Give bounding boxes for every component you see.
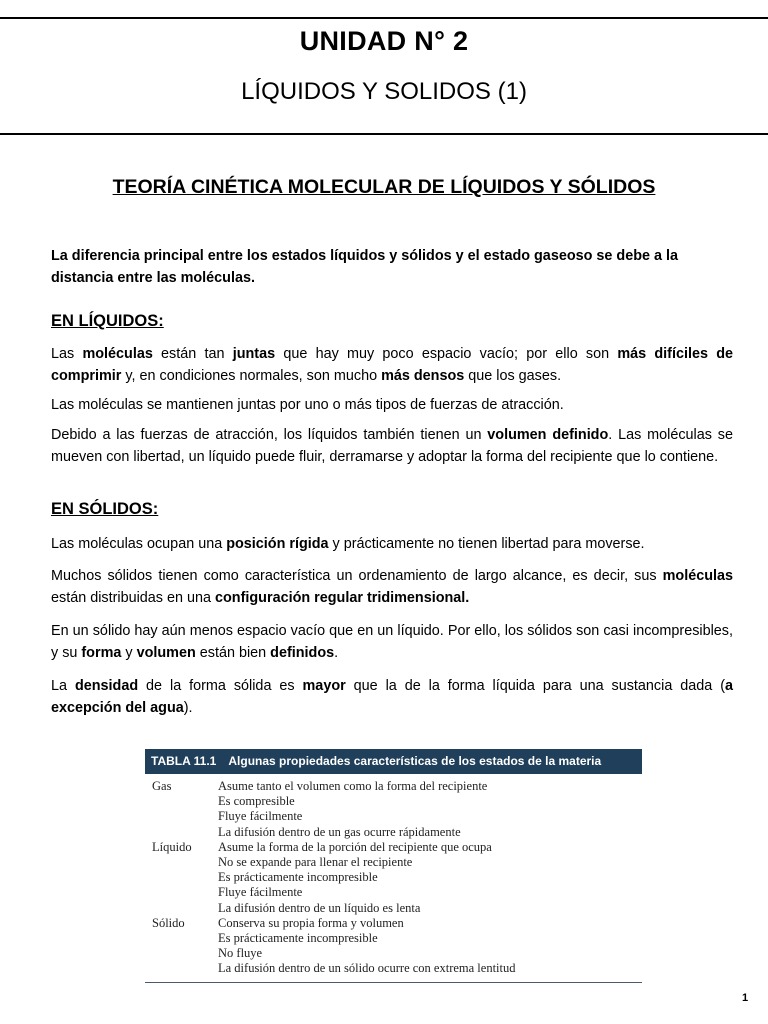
top-rule (0, 17, 768, 19)
table-row (145, 840, 642, 855)
table-row (145, 825, 642, 840)
text-run: que hay muy poco espacio vacío; por ello son (275, 346, 618, 362)
table-property-cell: Asume la forma de la porción del recipiente que ocupa (218, 839, 492, 854)
liquids-heading: EN LÍQUIDOS: (51, 312, 164, 330)
text-run: Las (51, 346, 83, 362)
bold-text-run: moléculas (662, 568, 733, 584)
bold-text-run: juntas (232, 346, 276, 362)
table-property-cell: Conserva su propia forma y volumen (218, 915, 404, 930)
table-row (145, 916, 642, 931)
bold-text-run: volumen definido (487, 427, 609, 443)
table-row (145, 794, 642, 809)
bold-text-run: configuración regular tridimensional. (215, 590, 470, 606)
bold-text-run: a excepción del agua (51, 678, 734, 716)
table-state-cell: Líquido (152, 839, 192, 854)
text-run: están bien (195, 645, 271, 661)
table-row (145, 901, 642, 916)
states-table (145, 749, 642, 983)
text-run: están distribuidas en una (51, 590, 216, 606)
text-run: y prácticamente no tienen libertad para moverse. (328, 536, 645, 552)
table-property-cell: Es prácticamente incompresible (218, 870, 378, 885)
bold-text-run: definidos (270, 645, 335, 661)
text-run: y, en condiciones normales, son mucho (121, 368, 382, 384)
table-property-cell: Fluye fácilmente (218, 809, 303, 824)
table-row (145, 855, 642, 870)
solids-paragraph-3 (51, 620, 733, 664)
table-property-cell: La difusión dentro de un líquido es lenta (218, 900, 421, 915)
table-row (145, 779, 642, 794)
section-title: TEORÍA CINÉTICA MOLECULAR DE LÍQUIDOS Y SÓLIDOS (112, 176, 656, 198)
text-run: . Las moléculas se mueven con libertad, un líquido puede fluir, derramarse y adoptar la forma del recipiente que lo contiene. (51, 427, 734, 465)
liquids-paragraph-1 (51, 343, 733, 387)
solids-paragraph-4 (51, 675, 733, 719)
table-row (145, 885, 642, 900)
table-title: Algunas propiedades características de los estados de la materia (228, 754, 602, 768)
text-run: que la de la forma líquida para una sustancia dada ( (345, 678, 725, 694)
solids-paragraph-2 (51, 565, 733, 609)
liquids-paragraph-3 (51, 424, 733, 468)
text-run: En un sólido hay aún menos espacio vacío que en un líquido. Por ello, los sólidos son casi incompresibles, y su (51, 623, 733, 661)
table-state-cell: Sólido (152, 915, 185, 930)
text-run: Las moléculas ocupan una (51, 536, 227, 552)
text-run: ). (183, 700, 193, 716)
table-property-cell: Es prácticamente incompresible (218, 931, 378, 945)
bold-text-run: mayor (302, 678, 346, 694)
bottom-rule (0, 133, 768, 135)
table-property-cell: Fluye fácilmente (218, 885, 303, 900)
unit-title: UNIDAD N° 2 (299, 26, 469, 56)
page-number: 1 (742, 992, 749, 1004)
bold-text-run: volumen (136, 645, 196, 661)
text-run: y (121, 645, 137, 661)
table-number: TABLA 11.1 (151, 754, 217, 768)
bold-text-run: posición rígida (226, 536, 329, 552)
table-row (145, 946, 642, 961)
bold-text-run: más densos (381, 368, 465, 384)
table-row (145, 809, 642, 824)
text-run: Debido a las fuerzas de atracción, los líquidos también tienen un (51, 427, 488, 443)
bold-text-run: densidad (74, 678, 139, 694)
liquids-paragraph-2 (51, 394, 733, 416)
bold-text-run: moléculas (82, 346, 153, 362)
text-run: Muchos sólidos tienen como característica un ordenamiento de largo alcance, es decir, sus (51, 568, 663, 584)
intro-paragraph: La diferencia principal entre los estados líquidos y sólidos y el estado gaseoso se debe a la distancia entre las moléculas. (51, 248, 678, 286)
text-run: Las moléculas se mantienen juntas por uno o más tipos de fuerzas de atracción. (51, 397, 564, 413)
bold-text-run: forma (81, 645, 122, 661)
bold-text-run: más difíciles de comprimir (51, 346, 733, 384)
text-run: . (334, 645, 339, 661)
table-property-cell: No se expande para llenar el recipiente (218, 855, 413, 869)
table-row (145, 931, 642, 946)
table-state-cell: Gas (152, 779, 172, 793)
table-property-cell: La difusión dentro de un sólido ocurre con extrema lentitud (218, 961, 516, 976)
table-property-cell: Asume tanto el volumen como la forma del recipiente (218, 779, 488, 793)
table-header (145, 749, 642, 774)
solids-heading: EN SÓLIDOS: (51, 500, 159, 518)
text-run: están tan (152, 346, 233, 362)
unit-subtitle: LÍQUIDOS Y SOLIDOS (1) (241, 78, 527, 105)
table-property-cell: La difusión dentro de un gas ocurre rápidamente (218, 824, 461, 839)
text-run: de la forma sólida es (138, 678, 303, 694)
text-run: La (51, 678, 75, 694)
table-property-cell: No fluye (218, 946, 263, 961)
table-property-cell: Es compresible (218, 794, 295, 809)
table-row (145, 961, 642, 976)
table-row (145, 870, 642, 885)
solids-paragraph-1 (51, 533, 733, 555)
text-run: que los gases. (464, 368, 562, 384)
table-body (145, 774, 642, 983)
